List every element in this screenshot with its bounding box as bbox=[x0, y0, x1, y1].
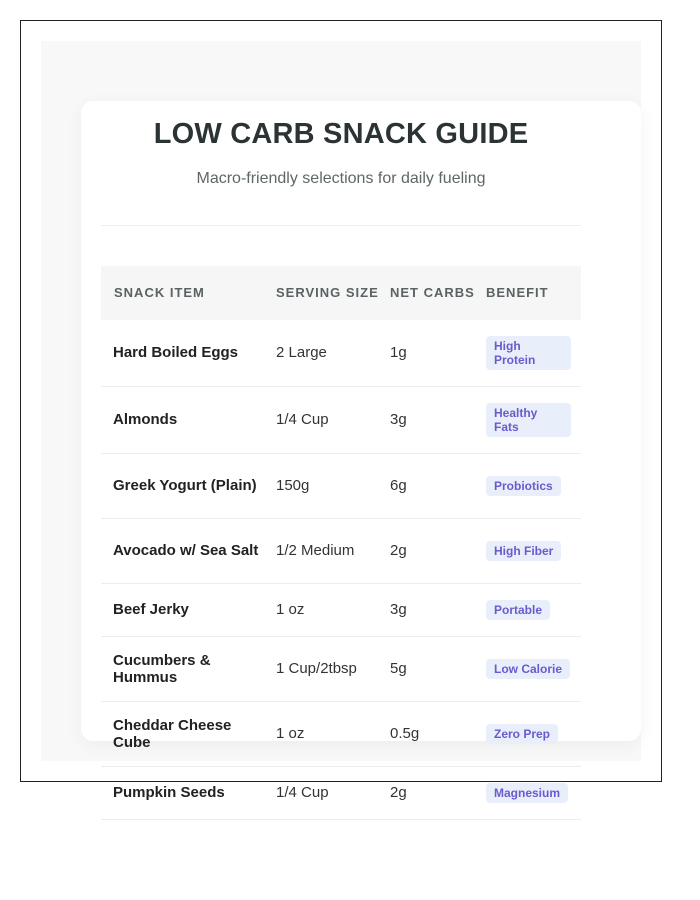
page-title: LOW CARB SNACK GUIDE bbox=[153, 118, 529, 150]
benefit-badge: Portable bbox=[486, 600, 550, 620]
column-header-net-carbs: NET CARBS bbox=[389, 266, 486, 320]
net-carbs-cell: 3g bbox=[389, 583, 486, 636]
snack-item-cell: Cucumbers & Hummus bbox=[101, 636, 275, 701]
table-row bbox=[101, 766, 581, 819]
column-header-snack-item: SNACK ITEM bbox=[101, 266, 275, 320]
table-row bbox=[101, 583, 581, 636]
snack-item-cell: Cheddar Cheese Cube bbox=[101, 701, 275, 766]
benefit-badge: Magnesium bbox=[486, 783, 568, 803]
benefit-cell bbox=[486, 636, 581, 701]
benefit-cell bbox=[486, 518, 581, 583]
table-row bbox=[101, 636, 581, 701]
serving-size-cell: 1/4 Cup bbox=[275, 766, 389, 819]
serving-size-cell: 2 Large bbox=[275, 320, 389, 386]
serving-size-cell: 1/4 Cup bbox=[275, 386, 389, 453]
snack-item-cell: Pumpkin Seeds bbox=[101, 766, 275, 819]
benefit-badge: High Fiber bbox=[486, 541, 561, 561]
serving-size-cell: 1 oz bbox=[275, 701, 389, 766]
benefit-cell bbox=[486, 453, 581, 518]
benefit-badge: Probiotics bbox=[486, 476, 561, 496]
table-row bbox=[101, 453, 581, 518]
snack-item-cell: Greek Yogurt (Plain) bbox=[101, 453, 275, 518]
benefit-cell bbox=[486, 701, 581, 766]
table-row bbox=[101, 320, 581, 386]
benefit-cell bbox=[486, 320, 581, 386]
benefit-badge: Low Calorie bbox=[486, 659, 570, 679]
snack-item-cell: Beef Jerky bbox=[101, 583, 275, 636]
benefit-badge: Healthy Fats bbox=[486, 403, 571, 437]
benefit-badge: High Protein bbox=[486, 336, 571, 370]
net-carbs-cell: 2g bbox=[389, 518, 486, 583]
table-header-row bbox=[101, 266, 581, 320]
snack-table bbox=[101, 266, 581, 820]
serving-size-cell: 1/2 Medium bbox=[275, 518, 389, 583]
header-divider bbox=[101, 225, 581, 226]
serving-size-cell: 1 Cup/2tbsp bbox=[275, 636, 389, 701]
serving-size-cell: 150g bbox=[275, 453, 389, 518]
net-carbs-cell: 2g bbox=[389, 766, 486, 819]
table-row bbox=[101, 386, 581, 453]
net-carbs-cell: 1g bbox=[389, 320, 486, 386]
net-carbs-cell: 6g bbox=[389, 453, 486, 518]
net-carbs-cell: 3g bbox=[389, 386, 486, 453]
snack-item-cell: Avocado w/ Sea Salt bbox=[101, 518, 275, 583]
page-subtitle: Macro-friendly selections for daily fueling bbox=[196, 170, 486, 187]
net-carbs-cell: 0.5g bbox=[389, 701, 486, 766]
benefit-badge: Zero Prep bbox=[486, 724, 558, 744]
benefit-cell bbox=[486, 386, 581, 453]
snack-item-cell: Hard Boiled Eggs bbox=[101, 320, 275, 386]
net-carbs-cell: 5g bbox=[389, 636, 486, 701]
table-row bbox=[101, 518, 581, 583]
benefit-cell bbox=[486, 583, 581, 636]
serving-size-cell: 1 oz bbox=[275, 583, 389, 636]
table-row bbox=[101, 701, 581, 766]
column-header-benefit: BENEFIT bbox=[486, 266, 581, 320]
benefit-cell bbox=[486, 766, 581, 819]
snack-item-cell: Almonds bbox=[101, 386, 275, 453]
column-header-serving-size: SERVING SIZE bbox=[275, 266, 389, 320]
